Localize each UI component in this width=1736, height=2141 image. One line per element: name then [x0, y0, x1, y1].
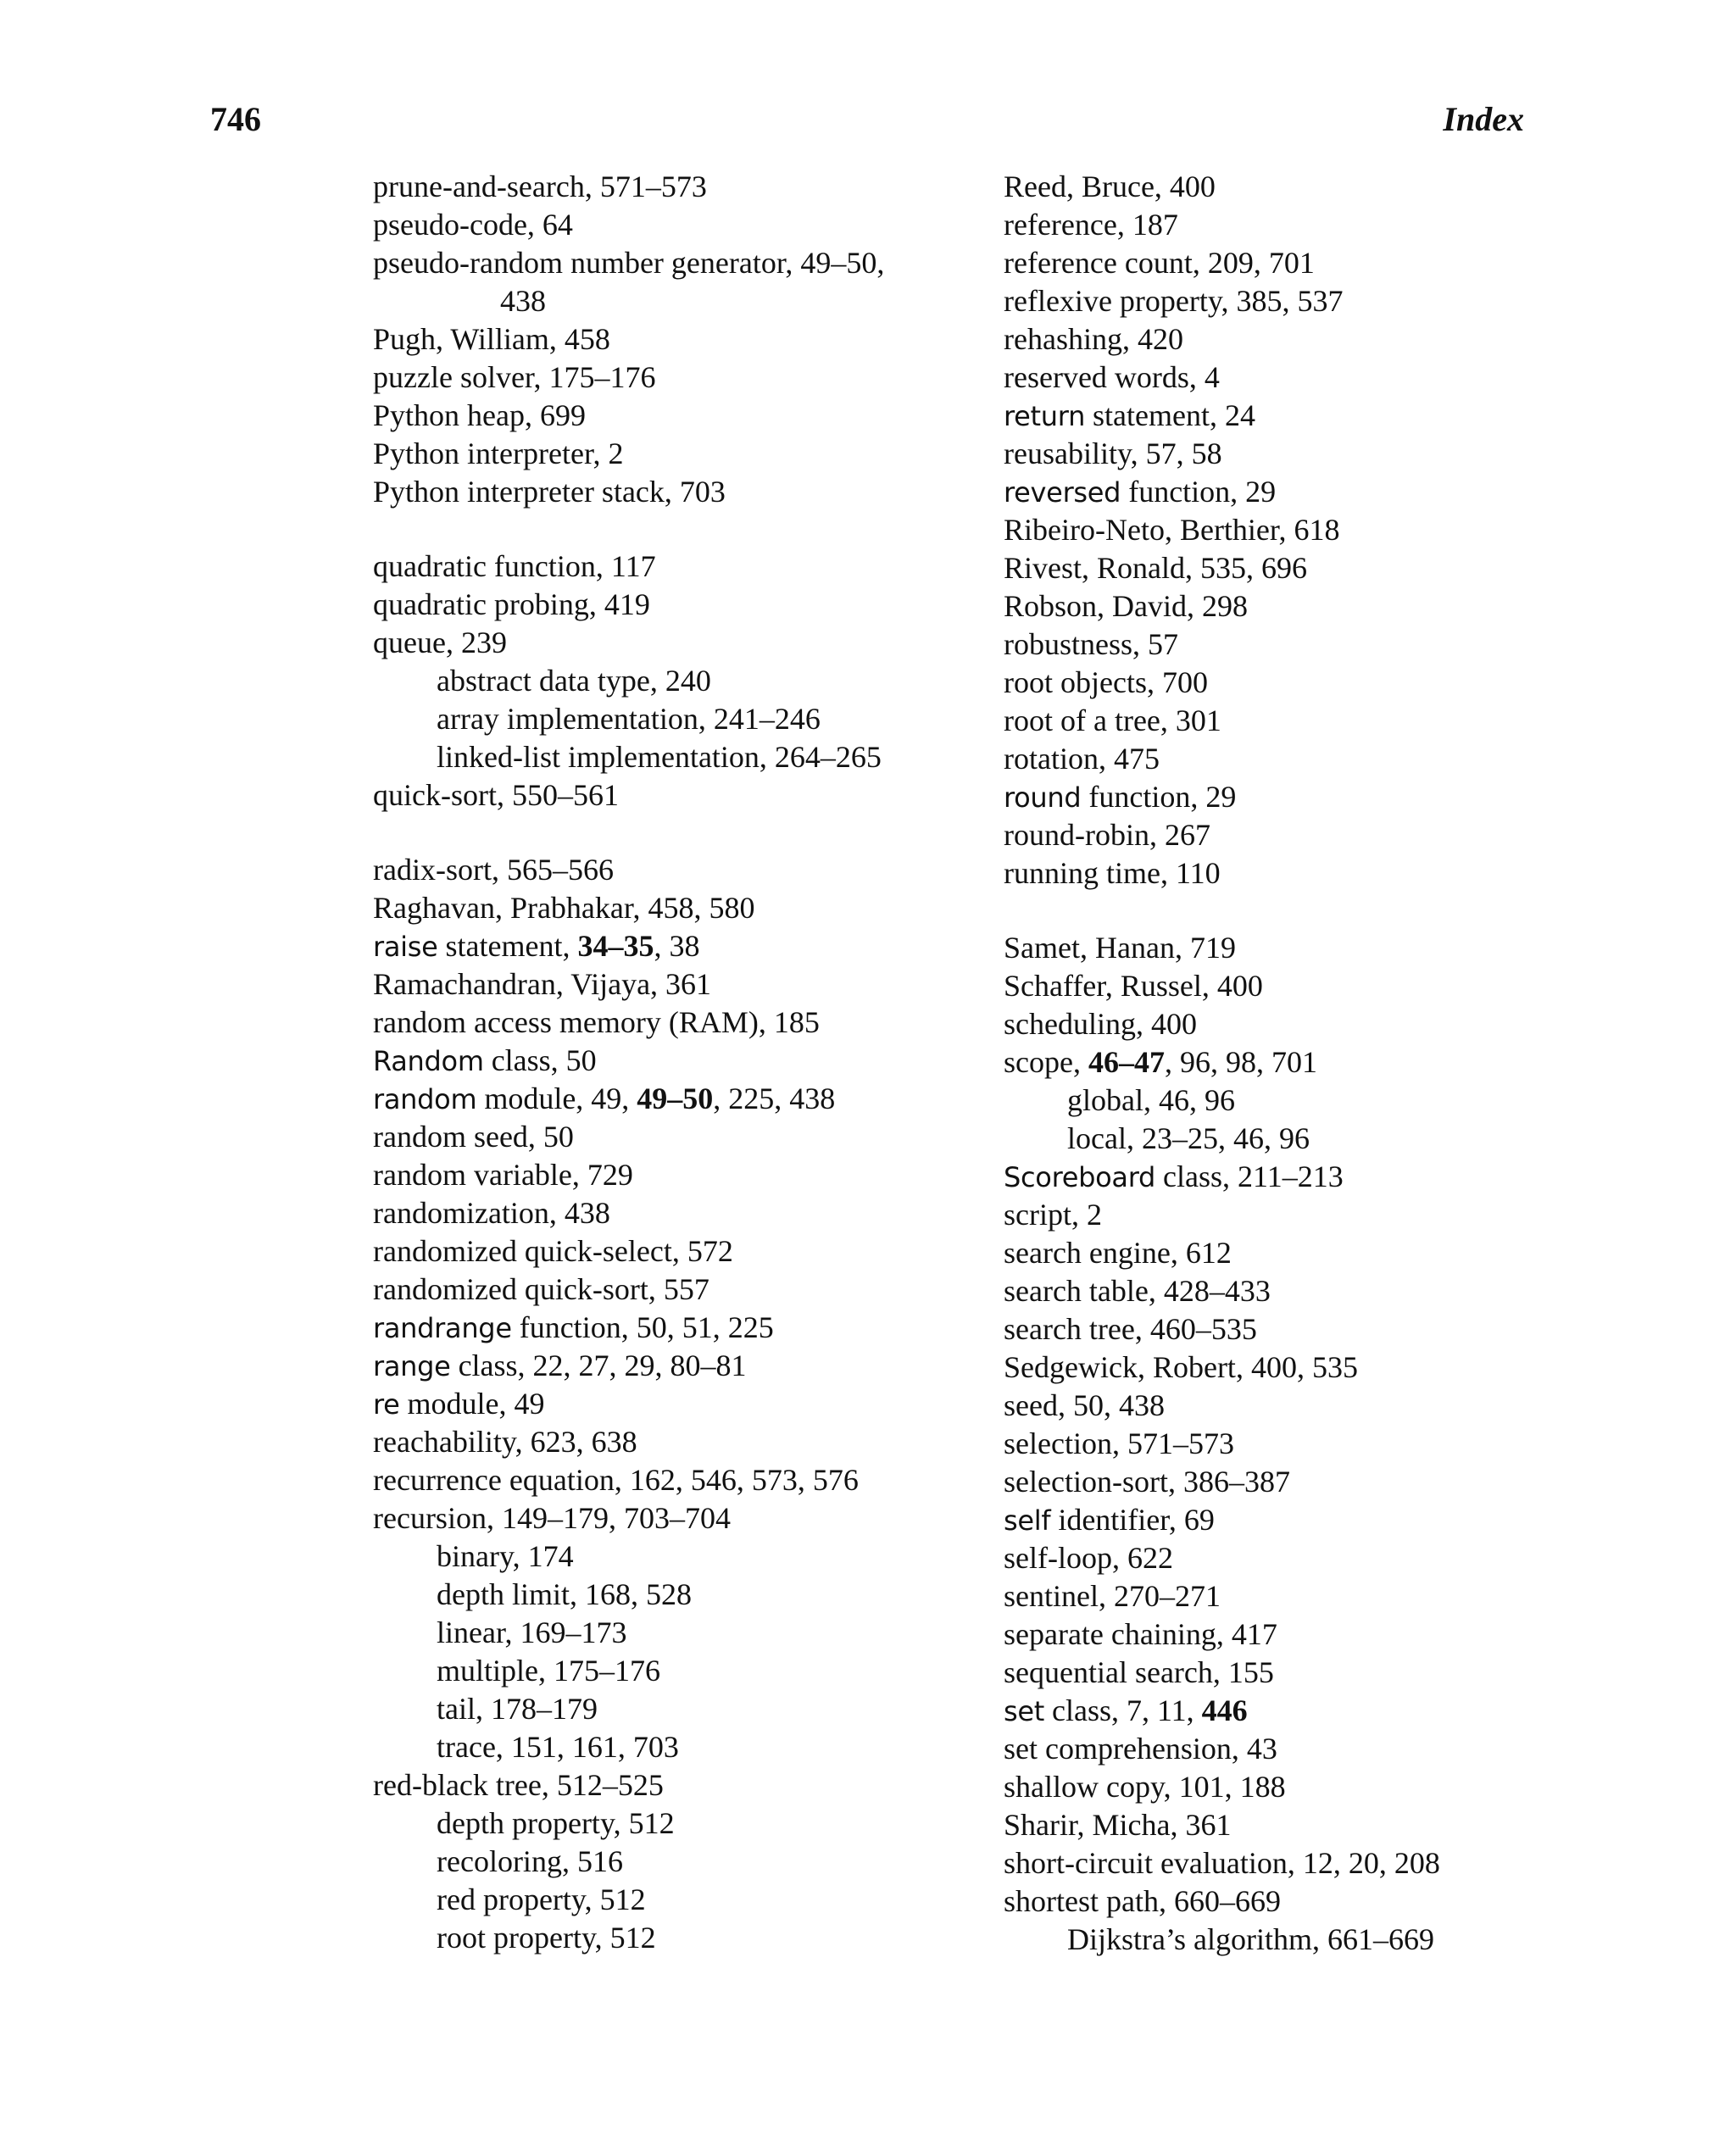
entry-text: quadratic probing, 419 [373, 587, 650, 621]
entry-text: , 38 [654, 929, 700, 963]
index-entry [1004, 626, 1546, 664]
entry-text: Python interpreter, 2 [373, 437, 624, 470]
index-subentry [1004, 1082, 1546, 1120]
index-subentry [373, 1843, 966, 1881]
index-entry [1004, 854, 1546, 893]
entry-text: linked-list implementation, 264–265 [437, 740, 882, 774]
entry-text: search tree, 460–535 [1004, 1312, 1257, 1346]
entry-text: self-loop, 622 [1004, 1541, 1173, 1575]
entry-text: randomization, 438 [373, 1196, 610, 1230]
entry-text: round-robin, 267 [1004, 818, 1210, 852]
entry-text: trace, 151, 161, 703 [437, 1730, 679, 1764]
entry-text: sequential search, 155 [1004, 1655, 1274, 1689]
index-subentry [373, 1728, 966, 1766]
index-subentry [373, 662, 966, 700]
index-subentry [1004, 1921, 1546, 1959]
entry-text: class, 50 [483, 1043, 597, 1077]
index-subentry [373, 1652, 966, 1690]
index-entry [1004, 664, 1546, 702]
index-entry [1004, 1844, 1546, 1882]
entry-text: selection-sort, 386–387 [1004, 1465, 1290, 1499]
entry-text: random variable, 729 [373, 1158, 633, 1192]
index-entry [1004, 1730, 1546, 1768]
index-subentry [373, 738, 966, 776]
entry-text: selection, 571–573 [1004, 1426, 1234, 1460]
index-entry [1004, 1310, 1546, 1349]
entry-text: root of a tree, 301 [1004, 703, 1221, 737]
principal-page-ref: 49–50 [637, 1082, 714, 1115]
code-term: random [373, 1083, 477, 1115]
index-entry [1004, 1043, 1546, 1082]
code-term: Random [373, 1045, 484, 1077]
index-entry [373, 889, 966, 927]
entry-text: Raghavan, Prabhakar, 458, 580 [373, 891, 755, 925]
index-entry [1004, 967, 1546, 1005]
index-entry [373, 1309, 966, 1347]
entry-text: search engine, 612 [1004, 1236, 1232, 1270]
entry-text: recursion, 149–179, 703–704 [373, 1501, 731, 1535]
entry-text: root objects, 700 [1004, 665, 1208, 699]
index-subentry [1004, 1120, 1546, 1158]
running-head: Index [1443, 100, 1524, 138]
entry-text: class, 7, 11, [1044, 1693, 1202, 1727]
entry-text: reference, 187 [1004, 208, 1178, 242]
index-entry [1004, 359, 1546, 397]
entry-text: shortest path, 660–669 [1004, 1884, 1281, 1918]
index-entry [373, 586, 966, 624]
entry-text: , 225, 438 [713, 1082, 836, 1115]
code-term: reversed [1004, 476, 1121, 509]
entry-text: Rivest, Ronald, 535, 696 [1004, 551, 1307, 585]
code-term: self [1004, 1504, 1051, 1537]
entry-text: binary, 174 [437, 1539, 574, 1573]
code-term: round [1004, 781, 1082, 814]
letter-group-gap [373, 815, 966, 851]
entry-text: quadratic function, 117 [373, 549, 656, 583]
entry-text: Python interpreter stack, 703 [373, 475, 726, 509]
entry-text: recurrence equation, 162, 546, 573, 576 [373, 1463, 859, 1497]
entry-text: Sedgewick, Robert, 400, 535 [1004, 1350, 1358, 1384]
entry-text: Reed, Bruce, 400 [1004, 170, 1216, 203]
index-entry [373, 1499, 966, 1538]
entry-text: class, 22, 27, 29, 80–81 [450, 1349, 747, 1382]
index-entry [1004, 1654, 1546, 1692]
index-entry [373, 1766, 966, 1805]
index-entry-continuation [373, 282, 966, 320]
index-entry [373, 473, 966, 511]
index-entry [373, 851, 966, 889]
index-column-left [373, 168, 966, 1957]
principal-page-ref: 34–35 [577, 929, 654, 963]
entry-text: Ribeiro-Neto, Berthier, 618 [1004, 513, 1340, 547]
index-entry [373, 1232, 966, 1271]
index-column-right [1004, 168, 1546, 1959]
index-entry [1004, 168, 1546, 206]
index-entry [373, 1385, 966, 1423]
entry-text: shallow copy, 101, 188 [1004, 1770, 1286, 1804]
letter-group-gap [373, 511, 966, 548]
index-subentry [373, 1881, 966, 1919]
principal-page-ref: 446 [1201, 1693, 1248, 1727]
index-entry [1004, 1158, 1546, 1196]
index-entry [1004, 206, 1546, 244]
index-entry [373, 397, 966, 435]
entry-text: function, 50, 51, 225 [511, 1310, 774, 1344]
entry-text: seed, 50, 438 [1004, 1388, 1165, 1422]
index-entry [1004, 1234, 1546, 1272]
index-entry [1004, 1272, 1546, 1310]
entry-text: reusability, 57, 58 [1004, 437, 1222, 470]
entry-text: puzzle solver, 175–176 [373, 360, 656, 394]
index-entry [373, 927, 966, 965]
entry-text: quick-sort, 550–561 [373, 778, 619, 812]
index-subentry [373, 1919, 966, 1957]
letter-group-gap [1004, 893, 1546, 929]
entry-text: reflexive property, 385, 537 [1004, 284, 1344, 318]
entry-text: queue, 239 [373, 626, 507, 659]
entry-text: pseudo-random number generator, 49–50, [373, 246, 885, 280]
index-entry [373, 1461, 966, 1499]
index-entry [1004, 1768, 1546, 1806]
entry-text: random access memory (RAM), 185 [373, 1005, 820, 1039]
entry-text: 438 [500, 284, 546, 318]
entry-text: statement, [437, 929, 578, 963]
index-entry [1004, 1501, 1546, 1539]
index-entry [1004, 320, 1546, 359]
entry-text: robustness, 57 [1004, 627, 1178, 661]
index-entry [373, 624, 966, 662]
index-entry [1004, 1196, 1546, 1234]
entry-text: module, 49 [399, 1387, 545, 1421]
entry-text: multiple, 175–176 [437, 1654, 660, 1688]
entry-text: red property, 512 [437, 1882, 646, 1916]
entry-text: Schaffer, Russel, 400 [1004, 969, 1263, 1003]
entry-text: class, 211–213 [1155, 1159, 1344, 1193]
entry-text: local, 23–25, 46, 96 [1067, 1121, 1310, 1155]
entry-text: global, 46, 96 [1067, 1083, 1235, 1117]
index-entry [373, 1423, 966, 1461]
entry-text: root property, 512 [437, 1921, 656, 1955]
entry-text: function, 29 [1121, 475, 1277, 509]
entry-text: linear, 169–173 [437, 1615, 627, 1649]
index-entry [1004, 740, 1546, 778]
entry-text: reference count, 209, 701 [1004, 246, 1315, 280]
entry-text: Samet, Hanan, 719 [1004, 931, 1236, 965]
entry-text: module, 49, [476, 1082, 637, 1115]
entry-text: Dijkstra’s algorithm, 661–669 [1067, 1922, 1434, 1956]
code-term: re [373, 1388, 400, 1421]
index-subentry [373, 1690, 966, 1728]
entry-text: prune-and-search, 571–573 [373, 170, 707, 203]
entry-text: radix-sort, 565–566 [373, 853, 614, 887]
entry-text: script, 2 [1004, 1198, 1102, 1232]
index-entry [373, 435, 966, 473]
index-entry [1004, 1692, 1546, 1730]
index-subentry [373, 1805, 966, 1843]
entry-text: rotation, 475 [1004, 742, 1160, 776]
index-entry [1004, 587, 1546, 626]
entry-text: scope, [1004, 1045, 1088, 1079]
code-term: raise [373, 931, 438, 963]
index-entry [373, 1080, 966, 1118]
entry-text: Pugh, William, 458 [373, 322, 610, 356]
index-entry [373, 1271, 966, 1309]
index-entry [373, 548, 966, 586]
code-term: randrange [373, 1312, 512, 1344]
entry-text: identifier, 69 [1050, 1503, 1215, 1537]
index-entry [373, 1004, 966, 1042]
index-entry [373, 359, 966, 397]
index-entry [1004, 1463, 1546, 1501]
index-entry [373, 776, 966, 815]
code-term: set [1004, 1695, 1045, 1727]
index-subentry [373, 1614, 966, 1652]
entry-text: randomized quick-sort, 557 [373, 1272, 709, 1306]
index-entry [373, 1347, 966, 1385]
entry-text: function, 29 [1081, 780, 1237, 814]
index-entry [1004, 929, 1546, 967]
index-entry [1004, 473, 1546, 511]
entry-text: Ramachandran, Vijaya, 361 [373, 967, 712, 1001]
entry-text: array implementation, 241–246 [437, 702, 821, 736]
index-entry [1004, 1615, 1546, 1654]
index-entry [1004, 1577, 1546, 1615]
entry-text: randomized quick-select, 572 [373, 1234, 733, 1268]
entry-text: random seed, 50 [373, 1120, 574, 1154]
entry-text: sentinel, 270–271 [1004, 1579, 1221, 1613]
page-header [0, 0, 1736, 153]
index-entry [1004, 778, 1546, 816]
index-entry [1004, 549, 1546, 587]
index-entry [373, 1042, 966, 1080]
index-entry [1004, 1882, 1546, 1921]
entry-text: Robson, David, 298 [1004, 589, 1248, 623]
entry-text: depth property, 512 [437, 1806, 675, 1840]
index-entry [1004, 511, 1546, 549]
entry-text: statement, 24 [1085, 398, 1255, 432]
page-number: 746 [210, 100, 261, 138]
index-entry [1004, 1425, 1546, 1463]
index-entry [373, 965, 966, 1004]
index-entry [1004, 1387, 1546, 1425]
index-entry [1004, 702, 1546, 740]
index-entry [1004, 1005, 1546, 1043]
index-entry [1004, 1349, 1546, 1387]
entry-text: depth limit, 168, 528 [437, 1577, 692, 1611]
entry-text: reachability, 623, 638 [373, 1425, 637, 1459]
entry-text: reserved words, 4 [1004, 360, 1220, 394]
principal-page-ref: 46–47 [1088, 1045, 1165, 1079]
code-term: range [373, 1350, 451, 1382]
entry-text: red-black tree, 512–525 [373, 1768, 664, 1802]
index-entry [373, 244, 966, 282]
index-entry [1004, 435, 1546, 473]
entry-text: Sharir, Micha, 361 [1004, 1808, 1232, 1842]
index-subentry [373, 700, 966, 738]
index-subentry [373, 1576, 966, 1614]
code-term: Scoreboard [1004, 1161, 1156, 1193]
entry-text: , 96, 98, 701 [1164, 1045, 1317, 1079]
index-entry [1004, 397, 1546, 435]
index-entry [373, 206, 966, 244]
index-entry [373, 1194, 966, 1232]
index-entry [373, 1118, 966, 1156]
index-entry [373, 1156, 966, 1194]
entry-text: rehashing, 420 [1004, 322, 1183, 356]
index-entry [373, 320, 966, 359]
entry-text: short-circuit evaluation, 12, 20, 208 [1004, 1846, 1440, 1880]
code-term: return [1004, 400, 1086, 432]
entry-text: pseudo-code, 64 [373, 208, 573, 242]
index-entry [373, 168, 966, 206]
entry-text: scheduling, 400 [1004, 1007, 1197, 1041]
entry-text: recoloring, 516 [437, 1844, 623, 1878]
index-subentry [373, 1538, 966, 1576]
entry-text: tail, 178–179 [437, 1692, 598, 1726]
index-entry [1004, 1806, 1546, 1844]
entry-text: set comprehension, 43 [1004, 1732, 1277, 1766]
entry-text: separate chaining, 417 [1004, 1617, 1277, 1651]
entry-text: Python heap, 699 [373, 398, 586, 432]
index-entry [1004, 244, 1546, 282]
index-entry [1004, 816, 1546, 854]
entry-text: running time, 110 [1004, 856, 1221, 890]
index-entry [1004, 282, 1546, 320]
index-entry [1004, 1539, 1546, 1577]
entry-text: search table, 428–433 [1004, 1274, 1271, 1308]
entry-text: abstract data type, 240 [437, 664, 711, 698]
